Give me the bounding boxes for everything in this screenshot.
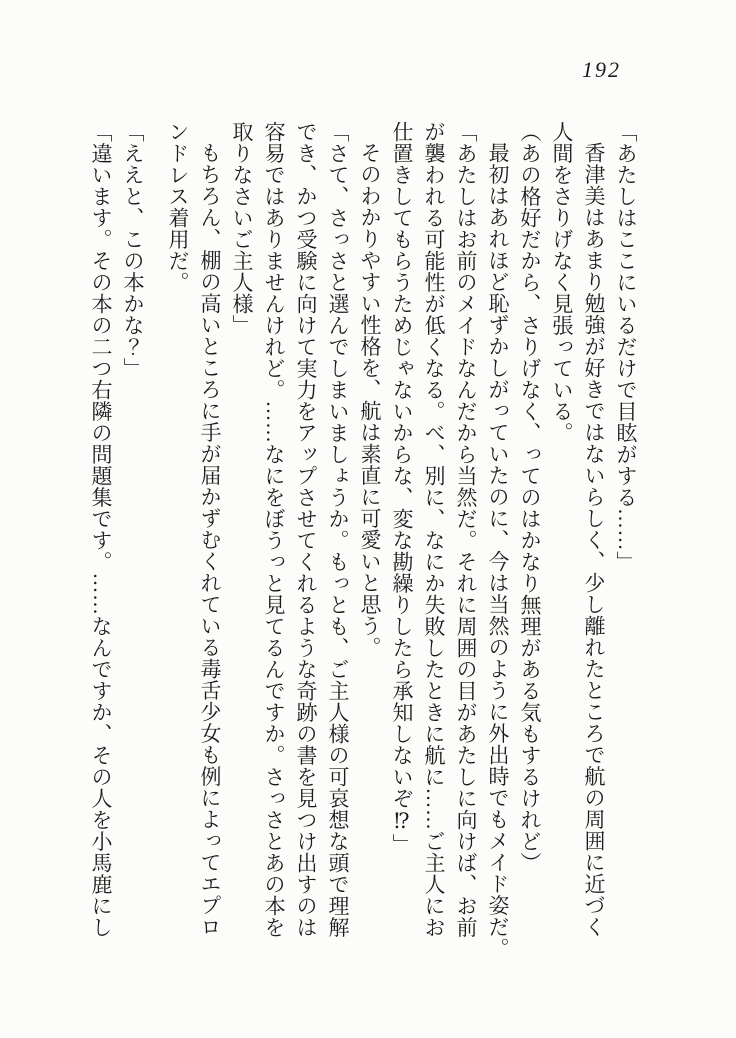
text-line: 「さて、さっさと選んでしまいましょうか。もっとも、ご主人様の可哀想な頭で理解: [326, 121, 350, 938]
text-line: 「あたしはお前のメイドなんだから当然だ。それに周囲の目があたしに向けば、お前: [454, 121, 478, 938]
text-line: もちろん、棚の高いところに手が届かずむくれている毒舌少女も例によってエプロ: [198, 142, 222, 938]
text-line: ンドレス着用だ。: [166, 121, 190, 293]
text-line: でき、かつ受験に向けて実力をアップさせてくれるような奇跡の書を見つけ出すのは: [294, 121, 318, 938]
text-line: 仕置きしてもらうためじゃないからな、変な勘繰りしたら承知しないぞ⁉」: [390, 121, 414, 855]
text-line: 「ええと、この本かな？」: [121, 121, 145, 379]
text-line: が襲われる可能性が低くなる。べ、別に、なにか失敗したときに航に……ご主人にお: [422, 121, 446, 938]
text-line: 人間をさりげなく見張っている。: [550, 121, 574, 444]
text-line: そのわかりやすい性格を、航は素直に可愛いと思う。: [358, 142, 382, 658]
text-line: 「あたしはここにいるだけで目眩がする……」: [614, 121, 638, 573]
text-block: [85, 121, 642, 959]
text-line: （あの格好だから、さりげなく、ってのはかなり無理がある気もするけれど）: [518, 121, 542, 874]
text-line: 「違います。その本の二つ右隣の問題集です。……なんですか、その人を小馬鹿にし: [89, 121, 113, 938]
text-line: 容易ではありませんけれど。……なにをぼうっと見てるんですか。さっさとあの本を: [262, 121, 286, 938]
page-number: 192: [582, 57, 621, 82]
text-line: 最初はあれほど恥ずかしがっていたのに、今は当然のように外出時でもメイド姿だ。: [486, 142, 510, 959]
text-line: 取りなさいご主人様」: [230, 121, 254, 336]
text-line: 香津美はあまり勉強が好きではないらしく、少し離れたところで航の周囲に近づく: [582, 142, 606, 938]
